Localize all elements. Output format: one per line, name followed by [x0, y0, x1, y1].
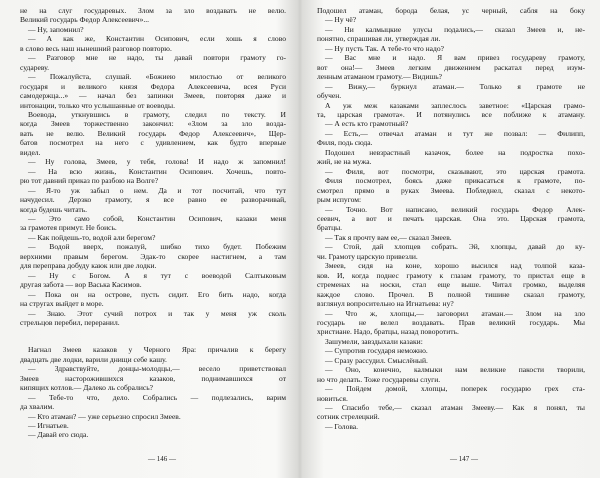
right-page-text-line: стременах на носки, стал еще выше. Читал громко, выделяя [317, 280, 585, 290]
left-page-text-line: — Как пойдешь-то, водой али берегом? [28, 232, 156, 242]
left-page-text-line: интонации, только что услышанные от воеводы. [20, 100, 175, 110]
right-page-text-line: государь не велел воздавать. Прав великий государь. Мы [317, 317, 585, 327]
left-page-text-line: — Пожалуйста, слушай. «Божиею милостью от великого [28, 72, 286, 82]
left-page-text-line: другая забота — вор Васька Касимов. [20, 280, 142, 290]
right-page-text-line: сотник стрелецкий. [317, 412, 380, 422]
left-page-text-line: начудесил. Дерзко грамоту, я все равно ее разворачивай, [20, 195, 286, 205]
left-page-text-line: на стругах выйдет в море. [20, 299, 104, 309]
right-page-text-line: — Ни калмыцкие улусы подались,— сказал Змеев и, не- [325, 24, 585, 34]
left-page-text-line: Великий государь Федор Алексеевич»... [20, 15, 150, 25]
right-page-text-line: ленным атаманом грамоту.— Видишь? [317, 72, 442, 82]
right-page [317, 6, 585, 472]
left-page-text-line: — Здравствуйте, донцы-молодцы,— весело приветствовал [28, 364, 286, 374]
right-page-text-line: — Что ж, хлопцы,— заговорил атаман.— Злом на зло [325, 308, 585, 318]
left-page-text-line: Воевода, уткнувшись в грамоту, следил по тексту. И [28, 109, 286, 119]
left-page-text-line: — Ну, запомнил? [28, 24, 84, 34]
left-page-text-line: — Ну с Богом. А я тут с воеводой Салтыковым [28, 270, 286, 280]
left-page-text-line: кипящих котлов.— Далеко ль собрались? [20, 383, 154, 393]
left-page-text-line: верхними правым берегом. Эдак-то скорее настигнем, а там [20, 251, 286, 261]
left-page-text-line: не на слуг государевых. Злом за зло воздавать не велю. [20, 6, 286, 15]
right-page-text-line: — Спасибо тебе,— сказал атаман Змееву.— Как я понял, ты [325, 403, 585, 413]
right-page-text-line: взглянул вопросительно на Игнатьева: ну? [317, 299, 454, 309]
right-page-text-line: сеевич, а вот и печать царская. Она это. Царская грамота, [317, 213, 585, 223]
left-page-text-line: рю тот давний приказ по разбою на Волге? [20, 176, 159, 186]
left-page-text-line: двадцать две лодки, варили днищи себе кашу. [20, 354, 167, 364]
left-page-text-line: видел. [20, 147, 41, 157]
right-page-text-line: — Пойдем домой, хлопцы, поперек государю грех ста- [325, 384, 585, 394]
right-page-text-line: — Вас мне и надо. Я вам привез государеву грамоту, [325, 53, 585, 63]
right-page-text-line: — Голова. [325, 421, 359, 431]
left-page-text-line: — Это само собой, Константин Осипович, казаки меня [28, 213, 286, 223]
left-page-text-line: — На всю жизнь, Константин Осипович. Хочешь, повто- [28, 166, 286, 176]
left-page [20, 6, 286, 472]
left-page-text-line: — Кто атаман? — уже серьезно спросил Змеев. [28, 411, 181, 421]
left-page-text-line: — Тебе-то что, дело. Собрались — подлезались, варим [28, 392, 286, 402]
right-page-text-line: христиане. Надо, братцы, назад поворотить. [317, 327, 459, 337]
left-page-text-line: когда Змеев торжественно закончил: «Злом за зло возда- [20, 119, 286, 129]
right-page-text-line: А уж меж казаками заплеслось заветное: «Царская грамо- [325, 100, 585, 110]
right-page-text-line: — Есть,— отвечал атаман и тут же позвал: — Филипп, [325, 128, 585, 138]
right-page-text-line: Подошел невзрастный казачок, более на подростка похо- [325, 147, 585, 157]
right-page-text-line: смотрел прямо в руках Змеева. Побледнел, сказал с некото- [317, 185, 585, 195]
right-page-text-line: — Супротив государя неможно. [325, 346, 428, 356]
left-page-text-line: Нагнал Змеев казаков у Черного Яра: причалив к берегу [28, 345, 286, 355]
right-page-text-line: чи. Грамоту царскую привезли. [317, 251, 418, 261]
left-page-text-line: — Разговор мне не надо, ты давай повтори грамоту го- [28, 53, 286, 63]
left-page-text-line: когда будешь читать. [20, 204, 88, 214]
left-page-text-line: да хвалим. [20, 402, 55, 412]
right-page-text-line: — Стой, дай хлопцев собрать. Эй, хлопцы, давай до ку- [325, 242, 585, 252]
right-page-text-line: — Ну чё? [325, 15, 357, 25]
right-page-text-line: братцы. [317, 223, 343, 233]
right-page-text-line: — Ну пусть Так. А тебе-то что надо? [325, 43, 444, 53]
left-page-text-line: для переправа добуду каюк или две лодки. [20, 261, 157, 271]
left-page-text-line: — Давай его сюда. [28, 430, 89, 440]
left-page-text-line: судареву. [20, 62, 50, 72]
left-page-text-line: Змеев насторожившихся казаков, поднимавшихся от [20, 373, 286, 383]
right-page-text-line: Филя посмотрел, боясь даже прикасаться к грамоте, по- [325, 176, 585, 186]
right-page-text-line: Змеев, сидя на коне, хорошо высился над толпой каза- [325, 261, 585, 271]
left-page-text-line: — Ну голова, Змеев, у тебя, голова! И надо ж запомнил! [28, 157, 286, 167]
right-page-text-line: — Сразу рассудил. Смыслёный. [325, 355, 428, 365]
left-page-text-line: в слово весь наш нынешний разговор повторю. [20, 43, 172, 53]
right-page-text-line: рым испугом: [317, 195, 362, 205]
left-page-text-line: — Знаю. Этот сучий потрох и так у меня уж сколь [28, 308, 286, 318]
right-page-text-line: обучен. [317, 91, 342, 101]
left-page-text-line: — Игнатьев. [28, 421, 69, 431]
left-page-text-line: самодержца...» — начал без запинки Змеев, повторяя даже и [20, 91, 286, 101]
right-page-text-line: жий, не на мужа. [317, 157, 372, 167]
right-page-text-line: — Вижу,— буркнул атаман.— Только я грамоте не [325, 81, 585, 91]
right-page-text-line: та, царская грамота». И потянулись все поближе к атаману. [317, 109, 585, 119]
right-page-text-line: Подошел атаман, борода белая, ус черный, сабля на боку [317, 6, 585, 15]
right-page-number: — 147 — [450, 455, 478, 463]
right-page-text-line: — А есть кто грамотный? [325, 119, 409, 129]
left-page-text-line: вать не велю. Великий государь Федор Алексеевич», Щер- [20, 128, 286, 138]
left-page-text-line: за грамотея примут. Не боись. [20, 223, 117, 233]
right-page-text-line: понятно, спрашивая ли, утверждая ли. [317, 34, 441, 44]
left-page-text-line: — Водой вверх, пожалуй, шибко тихо будет. Побежим [28, 242, 286, 252]
right-page-text-line: но что делать. Тоже государевы слуги. [317, 374, 441, 384]
left-page-text-line: стрельцов перебил, переранил. [20, 317, 120, 327]
right-page-text-line: ков. И, когда поднес грамоту к глазам грамоту, то пристал еще в [317, 270, 585, 280]
left-page-section-gap [20, 336, 286, 345]
right-page-text-line: — Оно, конечно, калмыки нам великие пакости творили, [325, 365, 585, 375]
right-page-text-line: — Филя, вот посмотри, сказывают, это царская грамота. [325, 166, 585, 176]
right-page-text-line: каждое слово. Прочел. В полной тишине сказал грамоту, [317, 289, 585, 299]
left-page-text-line: — Я-то уж забыл о нем. Да и тот посчитай, что тут [28, 185, 286, 195]
right-page-text-line: — Точно. Вот написано, великий государь Федор Алек- [325, 204, 585, 214]
right-page-text-line: вот она!— Змеев легким движением раскатал перед изум- [317, 62, 585, 72]
right-page-text-line: Филя, подь сюда. [317, 138, 373, 148]
left-page-text-line: — А как же, Константин Осипович, если хошь я слово [28, 34, 286, 44]
left-page-section-gap [20, 327, 286, 336]
right-page-text-line: Зашумели, завздыхали казаки: [325, 336, 423, 346]
left-page-number: — 146 — [148, 455, 176, 463]
left-page-text-line: батов посмотрел на него с удивлением, как будто впервые [20, 138, 286, 148]
left-page-text-line: — Пока он на острове, пусть сидит. Его бить надо, когда [28, 289, 286, 299]
right-page-text-line: — Так я прочту вам ее,— сказал Змеев. [325, 232, 452, 242]
left-page-text-line: государя и великого князя Федора Алексеевича, всея Руси [20, 81, 286, 91]
right-page-text-line: новиться. [317, 393, 348, 403]
